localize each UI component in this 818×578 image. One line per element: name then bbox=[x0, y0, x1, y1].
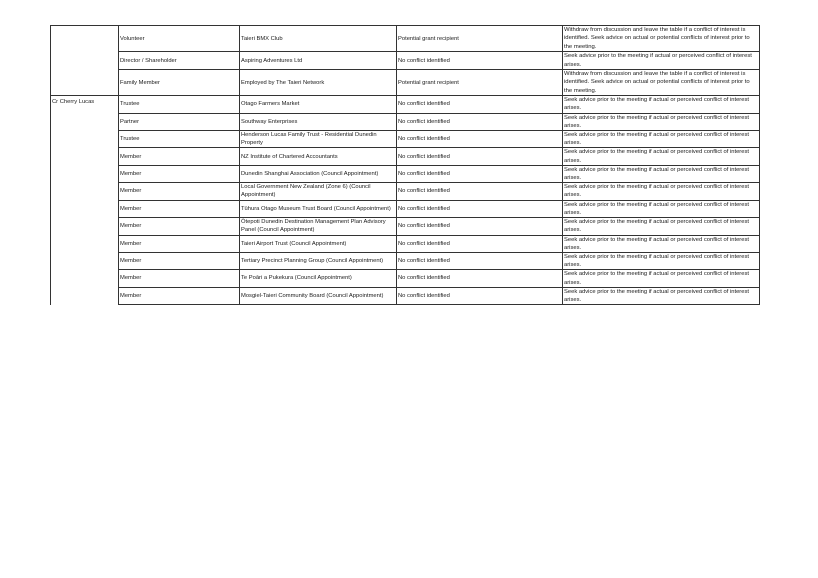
role-cell: Member bbox=[119, 165, 240, 182]
organisation-cell: Dunedin Shanghai Association (Council Appointment) bbox=[240, 165, 397, 182]
role-cell: Volunteer bbox=[119, 26, 240, 52]
conflict-cell: No conflict identified bbox=[397, 148, 563, 165]
role-cell: Director / Shareholder bbox=[119, 52, 240, 70]
member-name-cell: Cr Cherry Lucas bbox=[51, 96, 119, 305]
role-cell: Member bbox=[119, 270, 240, 287]
action-cell: Seek advice prior to the meeting if actual or perceived conflict of interest arises. bbox=[563, 131, 760, 148]
interests-register-table bbox=[50, 25, 760, 305]
role-cell: Partner bbox=[119, 113, 240, 130]
conflict-cell: No conflict identified bbox=[397, 252, 563, 269]
table-row bbox=[51, 252, 760, 269]
conflict-cell: No conflict identified bbox=[397, 200, 563, 217]
role-cell: Member bbox=[119, 148, 240, 165]
action-cell: Seek advice prior to the meeting if actual or perceived conflict of interest arises. bbox=[563, 270, 760, 287]
organisation-cell: NZ Institute of Chartered Accountants bbox=[240, 148, 397, 165]
conflict-cell: No conflict identified bbox=[397, 287, 563, 304]
action-cell: Seek advice prior to the meeting if actual or perceived conflict of interest arises. bbox=[563, 52, 760, 70]
table-row bbox=[51, 200, 760, 217]
conflict-cell: No conflict identified bbox=[397, 131, 563, 148]
conflict-cell: Potential grant recipient bbox=[397, 70, 563, 96]
action-cell: Seek advice prior to the meeting if actual or perceived conflict of interest arises. bbox=[563, 218, 760, 235]
table-row bbox=[51, 26, 760, 52]
action-cell: Seek advice prior to the meeting if actual or perceived conflict of interest arises. bbox=[563, 183, 760, 200]
action-cell: Seek advice prior to the meeting if actual or perceived conflict of interest arises. bbox=[563, 148, 760, 165]
role-cell: Trustee bbox=[119, 96, 240, 113]
organisation-cell: Te Poāri a Pukekura (Council Appointment) bbox=[240, 270, 397, 287]
conflict-cell: Potential grant recipient bbox=[397, 26, 563, 52]
conflict-cell: No conflict identified bbox=[397, 270, 563, 287]
conflict-cell: No conflict identified bbox=[397, 165, 563, 182]
conflict-cell: No conflict identified bbox=[397, 218, 563, 235]
action-cell: Seek advice prior to the meeting if actual or perceived conflict of interest arises. bbox=[563, 165, 760, 182]
action-cell: Seek advice prior to the meeting if actual or perceived conflict of interest arises. bbox=[563, 96, 760, 113]
role-cell: Trustee bbox=[119, 131, 240, 148]
table-row bbox=[51, 235, 760, 252]
organisation-cell: Mosgiel-Taieri Community Board (Council Appointment) bbox=[240, 287, 397, 304]
role-cell: Member bbox=[119, 218, 240, 235]
organisation-cell: Taieri Airport Trust (Council Appointment) bbox=[240, 235, 397, 252]
table-row bbox=[51, 183, 760, 200]
conflict-cell: No conflict identified bbox=[397, 235, 563, 252]
action-cell: Seek advice prior to the meeting if actual or perceived conflict of interest arises. bbox=[563, 200, 760, 217]
organisation-cell: Henderson Lucas Family Trust - Residential Dunedin Property bbox=[240, 131, 397, 148]
table-row bbox=[51, 52, 760, 70]
action-cell: Seek advice prior to the meeting if actual or perceived conflict of interest arises. bbox=[563, 252, 760, 269]
organisation-cell: Aspiring Adventures Ltd bbox=[240, 52, 397, 70]
role-cell: Member bbox=[119, 200, 240, 217]
organisation-cell: Otago Farmers Market bbox=[240, 96, 397, 113]
table-row bbox=[51, 165, 760, 182]
table-row bbox=[51, 148, 760, 165]
organisation-cell: Southway Enterprises bbox=[240, 113, 397, 130]
table-row bbox=[51, 131, 760, 148]
conflict-cell: No conflict identified bbox=[397, 52, 563, 70]
role-cell: Member bbox=[119, 287, 240, 304]
organisation-cell: Tertiary Precinct Planning Group (Council Appointment) bbox=[240, 252, 397, 269]
table-row bbox=[51, 70, 760, 96]
organisation-cell: Local Government New Zealand (Zone 6) (Council Appointment) bbox=[240, 183, 397, 200]
organisation-cell: Employed by The Taieri Network bbox=[240, 70, 397, 96]
action-cell: Seek advice prior to the meeting if actual or perceived conflict of interest arises. bbox=[563, 113, 760, 130]
organisation-cell: Ōtepoti Dunedin Destination Management Plan Advisory Panel (Council Appointment) bbox=[240, 218, 397, 235]
conflict-cell: No conflict identified bbox=[397, 96, 563, 113]
role-cell: Family Member bbox=[119, 70, 240, 96]
member-name-cell bbox=[51, 26, 119, 96]
action-cell: Withdraw from discussion and leave the table if a conflict of interest is identified. Seek advice on actual or potential conflicts of interest prior to the meeting. bbox=[563, 26, 760, 52]
action-cell: Seek advice prior to the meeting if actual or perceived conflict of interest arises. bbox=[563, 235, 760, 252]
conflict-cell: No conflict identified bbox=[397, 183, 563, 200]
table-row bbox=[51, 113, 760, 130]
role-cell: Member bbox=[119, 252, 240, 269]
table-row bbox=[51, 270, 760, 287]
organisation-cell: Tūhura Otago Museum Trust Board (Council Appointment) bbox=[240, 200, 397, 217]
action-cell: Withdraw from discussion and leave the table if a conflict of interest is identified. Seek advice on actual or potential conflicts of interest prior to the meeting. bbox=[563, 70, 760, 96]
conflict-cell: No conflict identified bbox=[397, 113, 563, 130]
table-row bbox=[51, 96, 760, 113]
table-row bbox=[51, 287, 760, 304]
table-row bbox=[51, 218, 760, 235]
role-cell: Member bbox=[119, 235, 240, 252]
organisation-cell: Taieri BMX Club bbox=[240, 26, 397, 52]
role-cell: Member bbox=[119, 183, 240, 200]
action-cell: Seek advice prior to the meeting if actual or perceived conflict of interest arises. bbox=[563, 287, 760, 304]
